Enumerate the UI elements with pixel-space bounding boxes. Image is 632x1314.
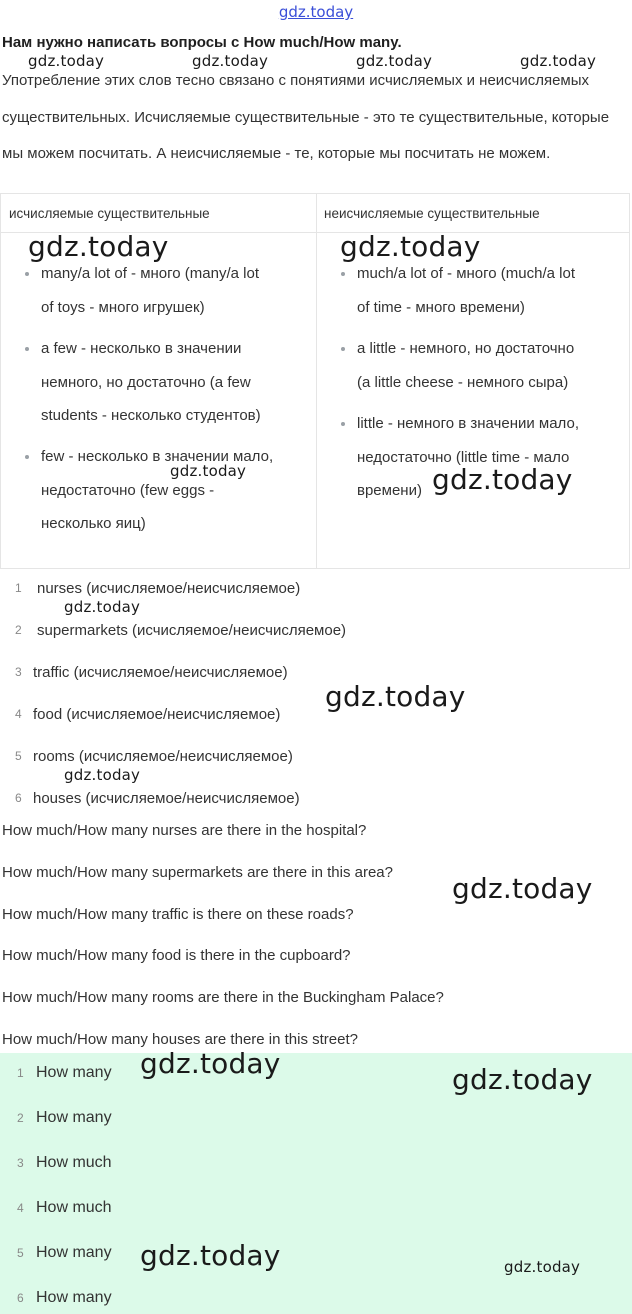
site-logo[interactable]: gdz.today <box>278 3 354 21</box>
table-item: many/a lot of - много (many/a lot of toys - много игрушек) <box>41 265 259 316</box>
answer-number: 3 <box>17 1156 24 1170</box>
list-item: rooms (исчисляемое/неисчисляемое) <box>33 748 293 765</box>
watermark: gdz.today <box>432 463 573 496</box>
watermark: gdz.today <box>170 462 247 480</box>
watermark: gdz.today <box>192 52 269 70</box>
answer-number: 5 <box>17 1246 24 1260</box>
watermark: gdz.today <box>64 766 141 784</box>
watermark: gdz.today <box>64 598 141 616</box>
question: How much/How many houses are there in this street? <box>2 1031 358 1048</box>
bullet <box>341 347 345 351</box>
watermark: gdz.today <box>28 230 169 263</box>
watermark: gdz.today <box>504 1258 581 1276</box>
question: How much/How many rooms are there in the Buckingham Palace? <box>2 989 444 1006</box>
table-divider <box>316 194 317 568</box>
table-header-countable: исчисляемые существительные <box>9 206 210 221</box>
table-header-uncountable: неисчисляемые существительные <box>324 206 540 221</box>
list-number: 5 <box>15 749 22 763</box>
answer-number: 2 <box>17 1111 24 1125</box>
table-item: few - несколько в значении мало, недостаточно (few eggs - несколько яиц) <box>41 448 274 532</box>
table-item: much/a lot of - много (much/a lot of time - много времени) <box>357 265 575 316</box>
watermark: gdz.today <box>140 1047 281 1080</box>
answer-number: 6 <box>17 1291 24 1305</box>
list-item: traffic (исчисляемое/неисчисляемое) <box>33 664 288 681</box>
answer-number: 1 <box>17 1066 24 1080</box>
list-number: 4 <box>15 707 22 721</box>
list-item: food (исчисляемое/неисчисляемое) <box>33 706 281 723</box>
watermark: gdz.today <box>28 52 105 70</box>
question: How much/How many nurses are there in the hospital? <box>2 822 367 839</box>
list-number: 3 <box>15 665 22 679</box>
intro-paragraph: Употребление этих слов тесно связано с понятиями исчисляемых и неисчисляемых существительных. Исчисляемые существительные - это те существительные, которые мы можем посчитать. А неисчисляемые - те, которые мы посчитать не можем. <box>2 72 610 162</box>
watermark: gdz.today <box>140 1239 281 1272</box>
bullet <box>25 347 29 351</box>
answer-item: How many <box>36 1289 112 1306</box>
list-number: 6 <box>15 791 22 805</box>
table-item: a little - немного, но достаточно (a little cheese - немного сыра) <box>357 340 575 391</box>
answer-item: How many <box>36 1064 112 1081</box>
answer-number: 4 <box>17 1201 24 1215</box>
answer-item: How much <box>36 1154 112 1171</box>
answer-item: How many <box>36 1109 112 1126</box>
bullet <box>25 455 29 459</box>
list-item: nurses (исчисляемое/неисчисляемое) <box>37 580 301 597</box>
answer-item: How many <box>36 1244 112 1261</box>
question: How much/How many supermarkets are there in this area? <box>2 864 393 881</box>
question: How much/How many food is there in the cupboard? <box>2 947 351 964</box>
answer-item: How much <box>36 1199 112 1216</box>
table-item: little - немного в значении мало, недостаточно (little time - мало времени) <box>357 415 579 499</box>
bullet <box>341 422 345 426</box>
watermark: gdz.today <box>356 52 433 70</box>
watermark: gdz.today <box>325 680 466 713</box>
watermark: gdz.today <box>340 230 481 263</box>
list-number: 1 <box>15 581 22 595</box>
list-item: houses (исчисляемое/неисчисляемое) <box>33 790 300 807</box>
list-item: supermarkets (исчисляемое/неисчисляемое) <box>37 622 347 639</box>
list-number: 2 <box>15 623 22 637</box>
watermark: gdz.today <box>452 1063 593 1096</box>
bullet <box>341 272 345 276</box>
table-item: a few - несколько в значении немного, но достаточно (a few students - несколько студентов) <box>41 340 261 424</box>
watermark: gdz.today <box>452 872 593 905</box>
question: How much/How many traffic is there on these roads? <box>2 906 354 923</box>
bullet <box>25 272 29 276</box>
watermark: gdz.today <box>520 52 597 70</box>
task-heading: Нам нужно написать вопросы с How much/How many. <box>2 34 402 51</box>
